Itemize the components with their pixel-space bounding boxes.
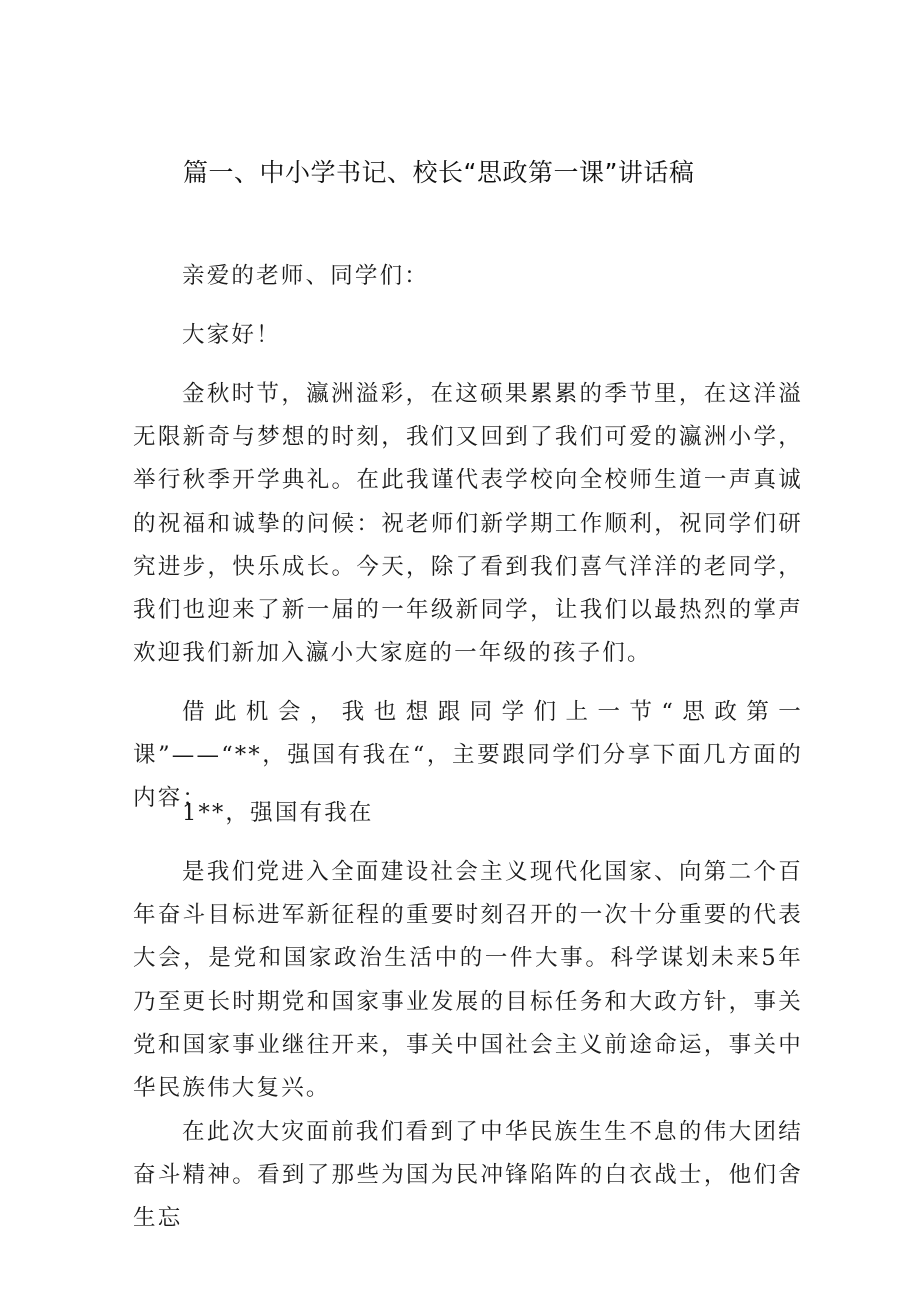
- salutation-paragraph: 亲爱的老师、同学们：: [182, 263, 430, 289]
- intro-paragraph: 借此机会，我也想跟同学们上一节“思政第一课”——“**，强国有我在“，主要跟同学们分享下面几方面的内容：: [133, 699, 803, 812]
- body-paragraph: 是我们党进入全面建设社会主义现代化国家、向第二个百年奋斗目标进军新征程的重要时刻召开的一次十分重要的代表大会，是党和国家政治生活中的一件大事。科学谋划未来5年乃至更长时期党和国家事业发展的目标任务和大政方针，事关党和国家事业继往开来，事关中国社会主义前途命运，事关中华民族伟大复兴。: [133, 859, 803, 1102]
- section-heading: 1**，强国有我在: [182, 800, 374, 826]
- opening-paragraph: 金秋时节，瀛洲溢彩，在这硕果累累的季节里，在这洋溢无限新奇与梦想的时刻，我们又回到了我们可爱的瀛洲小学，举行秋季开学典礼。在此我谨代表学校向全校师生道一声真诚的祝福和诚挚的问候：祝老师们新学期工作顺利，祝同学们研究进步，快乐成长。今天，除了看到我们喜气洋洋的老同学，我们也迎来了新一届的一年级新同学，让我们以最热烈的掌声欢迎我们新加入瀛小大家庭的一年级的孩子们。: [133, 381, 803, 667]
- document-title: 篇一、中小学书记、校长“思政第一课”讲话稿: [183, 158, 695, 187]
- body-paragraph: 在此次大灾面前我们看到了中华民族生生不息的伟大团结奋斗精神。看到了那些为国为民冲锋陷阵的白衣战士，他们舍生忘: [133, 1119, 803, 1232]
- greeting-paragraph: 大家好！: [182, 322, 281, 348]
